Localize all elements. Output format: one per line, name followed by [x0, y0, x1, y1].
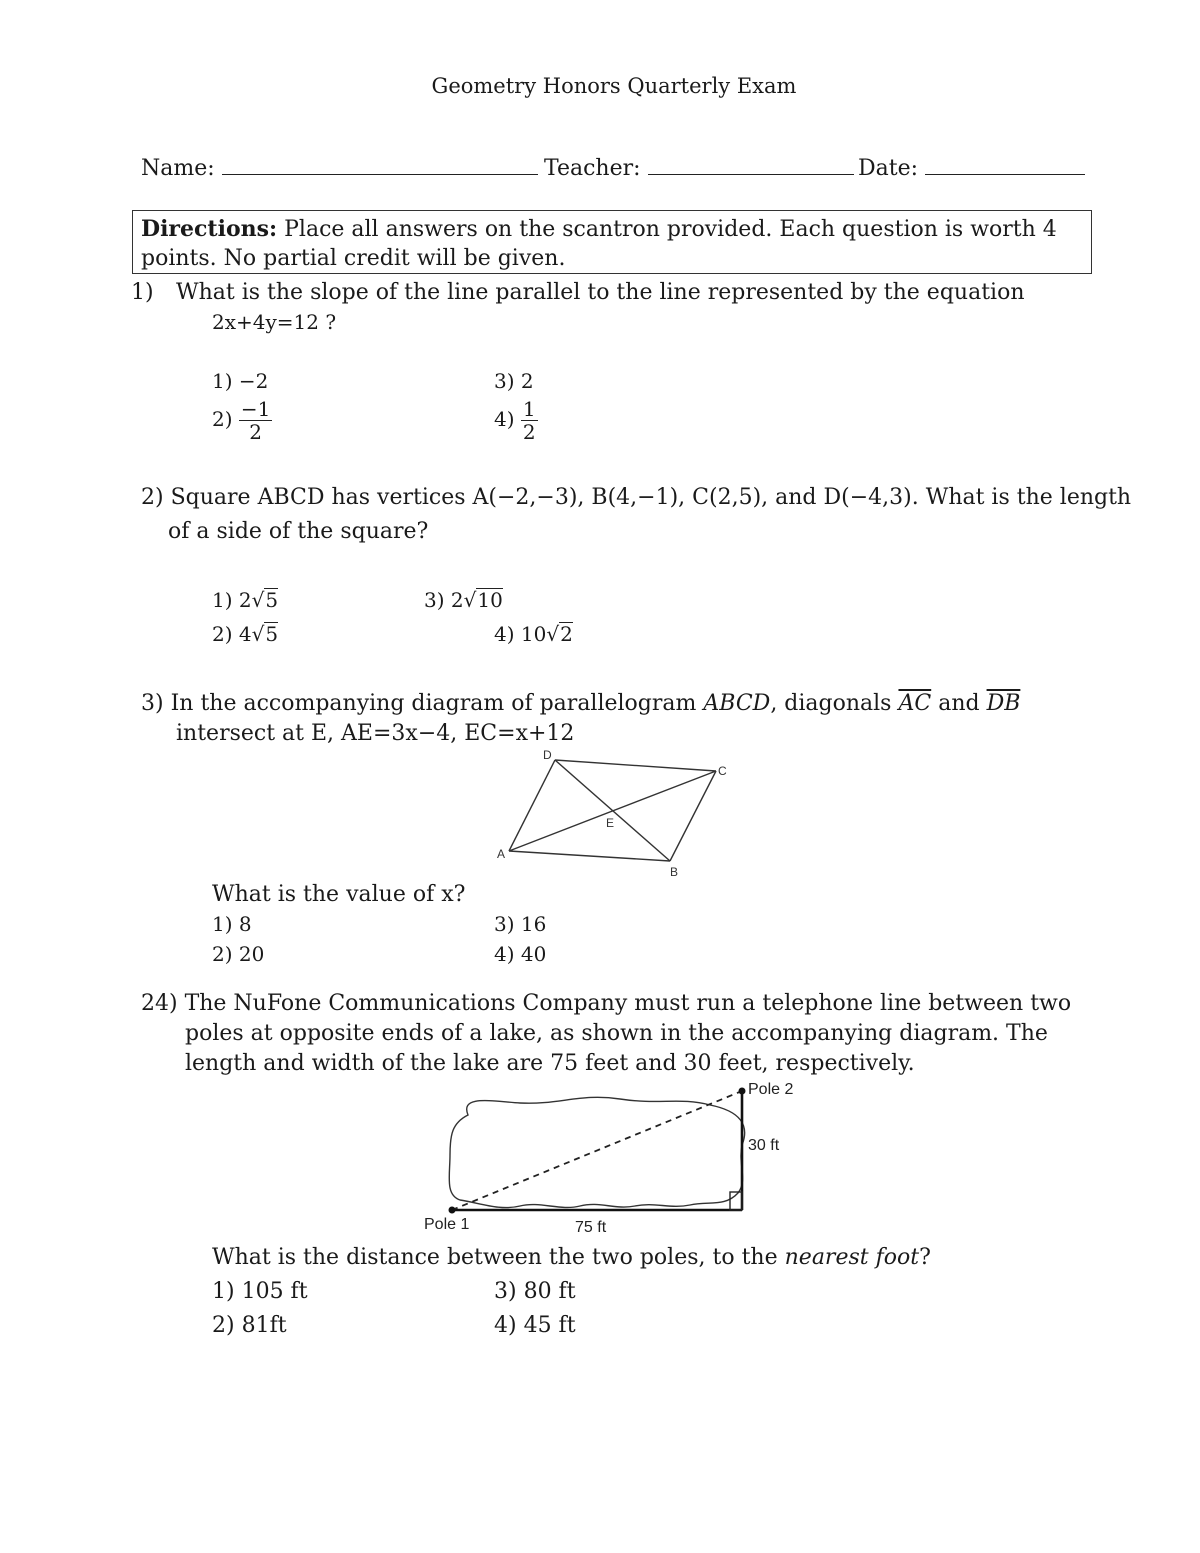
- directions-text-1: Place all answers on the scantron provided. Each question is worth 4: [277, 217, 1057, 242]
- pole-2-label: Pole 2: [748, 1081, 794, 1098]
- q24-line-2: poles at opposite ends of a lake, as shown in the accompanying diagram. The: [185, 1021, 1048, 1046]
- date-blank[interactable]: [925, 154, 1085, 175]
- q24-line-1: [141, 991, 1071, 1016]
- q3-line-1: [141, 691, 1020, 716]
- q3-number: 3): [141, 691, 164, 716]
- radicand: 5: [265, 588, 279, 612]
- q3-choice-2[interactable]: 2) 20: [212, 942, 265, 966]
- radical-icon: √: [251, 622, 265, 646]
- pole-2-point: [739, 1088, 746, 1095]
- side-cb: [670, 771, 716, 861]
- q24-number: 24): [141, 991, 178, 1016]
- vertex-label-c: C: [718, 764, 727, 778]
- q1-choice-4[interactable]: [494, 398, 538, 443]
- q3-choice-1[interactable]: 1) 8: [212, 912, 252, 936]
- q1-choice-3[interactable]: 3) 2: [494, 369, 534, 393]
- side-ba: [509, 851, 670, 861]
- radical-icon: √: [251, 588, 265, 612]
- fraction-numerator: −1: [240, 397, 271, 421]
- q24-question-a: What is the distance between the two poles, to the: [212, 1245, 785, 1270]
- q2-number: 2): [141, 485, 164, 510]
- q24-question-b: nearest foot: [784, 1245, 920, 1270]
- vertex-label-d: D: [543, 748, 552, 762]
- q2-line-1: [141, 485, 1131, 510]
- q3-text-1a: In the accompanying diagram of parallelogram: [170, 691, 704, 716]
- q2-choice-3[interactable]: [424, 588, 503, 612]
- q2-choice-1-label: 1) 2: [212, 588, 252, 612]
- radicand: 10: [477, 588, 503, 612]
- q2-line-2: of a side of the square?: [168, 519, 429, 544]
- pole-1-point: [449, 1207, 456, 1214]
- q2-text-1: Square ABCD has vertices A(−2,−3), B(4,−1), C(2,5), and D(−4,3). What is the length: [170, 485, 1132, 510]
- vertex-label-e: E: [606, 816, 615, 830]
- length-label: 75 ft: [575, 1219, 607, 1236]
- q24-line-3: length and width of the lake are 75 feet and 30 feet, respectively.: [185, 1051, 915, 1076]
- q3-question: What is the value of x?: [212, 882, 466, 907]
- diagonal-db: [555, 760, 670, 861]
- q1-choice-4-label: 4): [494, 407, 515, 431]
- fraction-numerator: 1: [522, 397, 536, 421]
- width-label: 30 ft: [748, 1137, 780, 1154]
- name-blank[interactable]: [222, 154, 538, 175]
- radical-icon: √: [546, 622, 560, 646]
- lake-outline: [449, 1097, 744, 1207]
- q2-choice-4[interactable]: [494, 622, 573, 646]
- q1-choice-1[interactable]: 1) −2: [212, 369, 269, 393]
- vertex-label-a: A: [497, 847, 506, 861]
- teacher-blank[interactable]: [648, 154, 854, 175]
- teacher-label: Teacher:: [544, 156, 641, 181]
- teacher-field[interactable]: [544, 154, 854, 181]
- vertex-label-b: B: [670, 865, 679, 879]
- segment-db: $\overline{DB}$: [986, 691, 1021, 716]
- date-label: Date:: [858, 156, 919, 181]
- directions-heading: Directions:: [141, 216, 278, 242]
- q1-choice-2[interactable]: [212, 398, 272, 443]
- q24-choice-4[interactable]: 4) 45 ft: [494, 1313, 576, 1338]
- radicand: 5: [265, 622, 279, 646]
- directions-line-2: points. No partial credit will be given.: [141, 246, 566, 271]
- q3-choice-4[interactable]: 4) 40: [494, 942, 547, 966]
- side-dc: [555, 760, 716, 771]
- q24-choice-1[interactable]: 1) 105 ft: [212, 1279, 308, 1304]
- side-ad: [509, 760, 555, 851]
- q2-choice-2[interactable]: [212, 622, 278, 646]
- q2-choice-1[interactable]: [212, 588, 278, 612]
- q2-choice-3-label: 3) 2: [424, 588, 464, 612]
- segment-ac: $\overline{AC}$: [898, 691, 932, 716]
- wire-line: [452, 1091, 742, 1210]
- q3-line-2: intersect at E, AE=3x−4, EC=x+12: [176, 721, 575, 746]
- q24-question: [212, 1245, 931, 1270]
- q24-question-c: ?: [919, 1245, 931, 1270]
- q3-choice-3[interactable]: 3) 16: [494, 912, 547, 936]
- parallelogram-diagram: [490, 745, 740, 880]
- pole-1-label: Pole 1: [424, 1216, 470, 1233]
- q1-choice-4-fraction: [521, 398, 538, 443]
- q3-text-1d: and: [931, 691, 987, 716]
- q24-choice-3[interactable]: 3) 80 ft: [494, 1279, 576, 1304]
- q1-number: 1): [131, 280, 154, 305]
- fraction-denominator: 2: [249, 420, 262, 444]
- q24-text-1: The NuFone Communications Company must run a telephone line between two: [184, 991, 1072, 1016]
- directions-line-1: [141, 216, 1057, 242]
- q2-choice-4-label: 4) 10: [494, 622, 547, 646]
- name-label: Name:: [141, 156, 215, 181]
- page-title: Geometry Honors Quarterly Exam: [431, 74, 797, 98]
- lake-diagram: [420, 1075, 810, 1240]
- q1-choice-2-label: 2): [212, 407, 233, 431]
- q2-choice-2-label: 2) 4: [212, 622, 252, 646]
- q3-text-1c: , diagonals: [770, 691, 899, 716]
- q1-text: What is the slope of the line parallel to the line represented by the equation: [176, 280, 1025, 305]
- q1-equation: 2x+4y=12 ?: [212, 310, 337, 334]
- q3-text-1b: ABCD: [703, 691, 771, 716]
- radical-icon: √: [463, 588, 477, 612]
- q1-choice-2-fraction: [239, 398, 272, 443]
- radicand: 2: [560, 622, 573, 646]
- name-field[interactable]: [141, 154, 538, 181]
- date-field[interactable]: [858, 154, 1085, 181]
- q24-choice-2[interactable]: 2) 81ft: [212, 1313, 287, 1338]
- fraction-denominator: 2: [522, 420, 536, 444]
